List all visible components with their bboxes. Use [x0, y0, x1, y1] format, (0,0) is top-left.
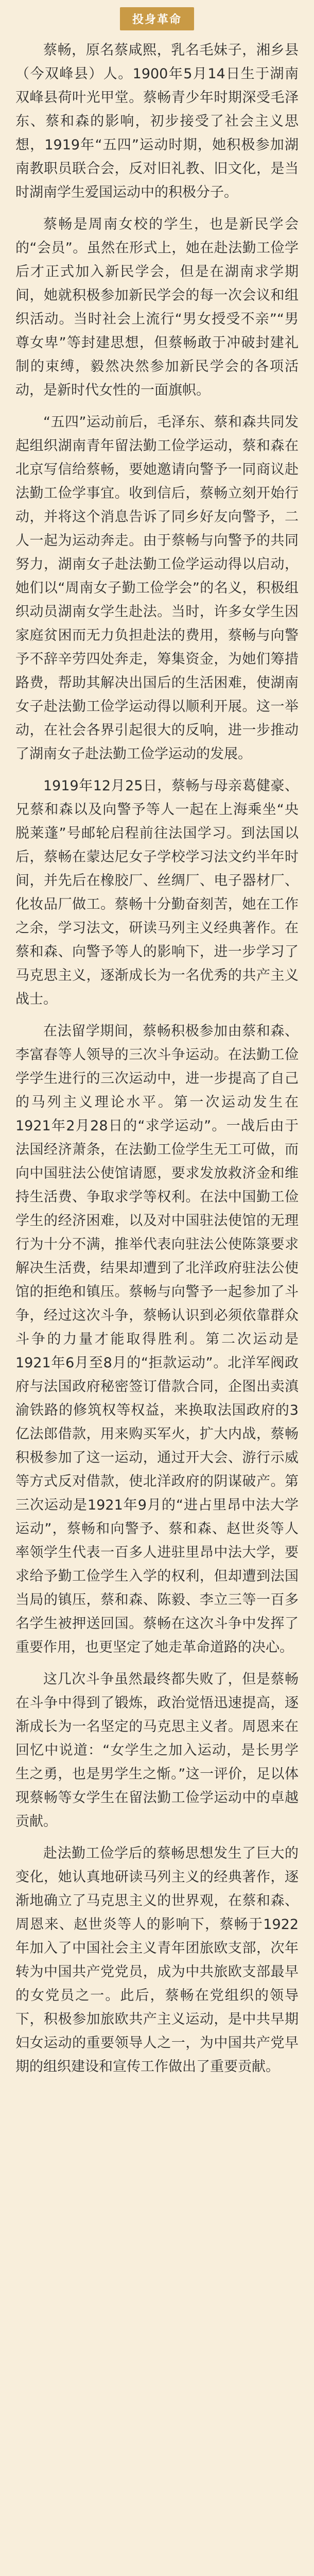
section-title: 投身革命 — [120, 7, 194, 30]
paragraph-1: 蔡畅，原名蔡咸熙，乳名毛妹子，湘乡县（今双峰县）人。1900年5月14日生于湖南双峰县荷叶光甲堂。蔡畅青少年时期深受毛泽东、蔡和森的影响，初步接受了社会主义思想，1919年“五四”运动时期，她积极参加湖南教职员联合会，反对旧礼教、旧文化，是当时湖南学生爱国运动中的积极分子。 — [15, 42, 299, 200]
paragraph-6: 这几次斗争虽然最终都失败了，但是蔡畅在斗争中得到了锻炼，政治觉悟迅速提高，逐渐成长为一名坚定的马克思主义者。周恩来在回忆中说道：“女学生之加入运动，是长男学生之勇，也是男学生之惭。”这一评价，足以体现蔡畅等女学生在留法勤工俭学运动中的卓越贡献。 — [15, 1671, 299, 1829]
paragraph-7: 赴法勤工俭学后的蔡畅思想发生了巨大的变化，她认真地研读马列主义的经典著作，逐渐地确立了马克思主义的世界观，在蔡和森、周恩来、赵世炎等人的影响下，蔡畅于1922年加入了中国社会主义青年团旅欧支部，次年转为中国共产党党员，成为中共旅欧支部最早的女党员之一。此后，蔡畅在党组织的领导下，积极参加旅欧共产主义运动，是中共早期妇女运动的重要领导人之一，为中国共产党早期的组织建设和宣传工作做出了重要贡献。 — [15, 1845, 299, 2075]
paragraph-2: 蔡畅是周南女校的学生，也是新民学会的“会员”。虽然在形式上，她在赴法勤工俭学后才正式加入新民学会，但是在湖南求学期间，她就积极参加新民学会的每一次会议和组织活动。当时社会上流行“男女授受不亲”“男尊女卑”等封建思想，但蔡畅敢于冲破封建礼制的束缚，毅然决然参加新民学会的各项活动，是新时代女性的一面旗帜。 — [15, 216, 299, 398]
paragraph-3: “五四”运动前后，毛泽东、蔡和森共同发起组织湖南青年留法勤工俭学运动，蔡和森在北京写信给蔡畅，要她邀请向警予一同商议赴法勤工俭学事宜。收到信后，蔡畅立刻开始行动，并将这个消息告诉了同乡好友向警予，二人一起为运动奔走。由于蔡畅与向警予的共同努力，湖南女子赴法勤工俭学运动得以启动，她们以“周南女子勤工俭学会”的名义，积极组织动员湖南女学生赴法。当时，许多女学生因家庭贫困而无力负担赴法的费用，蔡畅与向警予不辞辛劳四处奔走，筹集资金，为她们筹措路费，帮助其解决出国后的生活困难，使湖南女子赴法勤工俭学运动得以顺利开展。这一举动，在社会各界引起很大的反响，进一步推动了湖南女子赴法勤工俭学运动的发展。 — [15, 414, 299, 762]
paragraph-4: 1919年12月25日，蔡畅与母亲葛健豪、兄蔡和森以及向警予等人一起在上海乘坐“央脱莱蓬”号邮轮启程前往法国学习。到法国以后，蔡畅在蒙达尼女子学校学习法文约半年时间，并先后在橡胶厂、丝绸厂、电子器材厂、化妆品厂做工。蔡畅十分勤奋刻苦，她在工作之余，学习法文，研读马列主义经典著作。在蔡和森、向警予等人的影响下，进一步学习了马克思主义，逐渐成长为一名优秀的共产主义战士。 — [15, 778, 299, 1007]
paragraph-5: 在法留学期间，蔡畅积极参加由蔡和森、李富春等人领导的三次斗争运动。在法勤工俭学学生进行的三次运动中，进一步提高了自己的马列主义理论水平。第一次运动发生在1921年2月28日的“求学运动”。一战后由于法国经济萧条，在法勤工俭学生无工可做，而向中国驻法公使馆请愿，要求发放救济金和维持生活费、争取求学等权利。在法中国勤工俭学生的经济困难，以及对中国驻法使馆的无理行为十分不满，推举代表向驻法公使陈箓要求解决生活费，结果却遭到了北洋政府驻法公使馆的拒绝和镇压。蔡畅与向警予一起参加了斗争，经过这次斗争，蔡畅认识到必须依靠群众斗争的力量才能取得胜利。第二次运动是1921年6月至8月的“拒款运动”。北洋军阀政府与法国政府秘密签订借款合同，企图出卖滇渝铁路的修筑权等权益，来换取法国政府的3亿法郎借款，用来购买军火，扩大内战，蔡畅积极参加了这一运动，通过开大会、游行示威等方式反对借款，使北洋政府的阴谋破产。第三次运动是1921年9月的“进占里昂中法大学运动”，蔡畅和向警予、蔡和森、赵世炎等人率领学生代表一百多人进驻里昂中法大学，要求给予勤工俭学生入学的权利，但却遭到法国当局的镇压，蔡和森、陈毅、李立三等一百多名学生被押送回国。蔡畅在这次斗争中发挥了重要作用，也更坚定了她走革命道路的决心。 — [15, 1023, 299, 1655]
section-header — [15, 7, 299, 30]
article-body — [15, 39, 299, 2079]
